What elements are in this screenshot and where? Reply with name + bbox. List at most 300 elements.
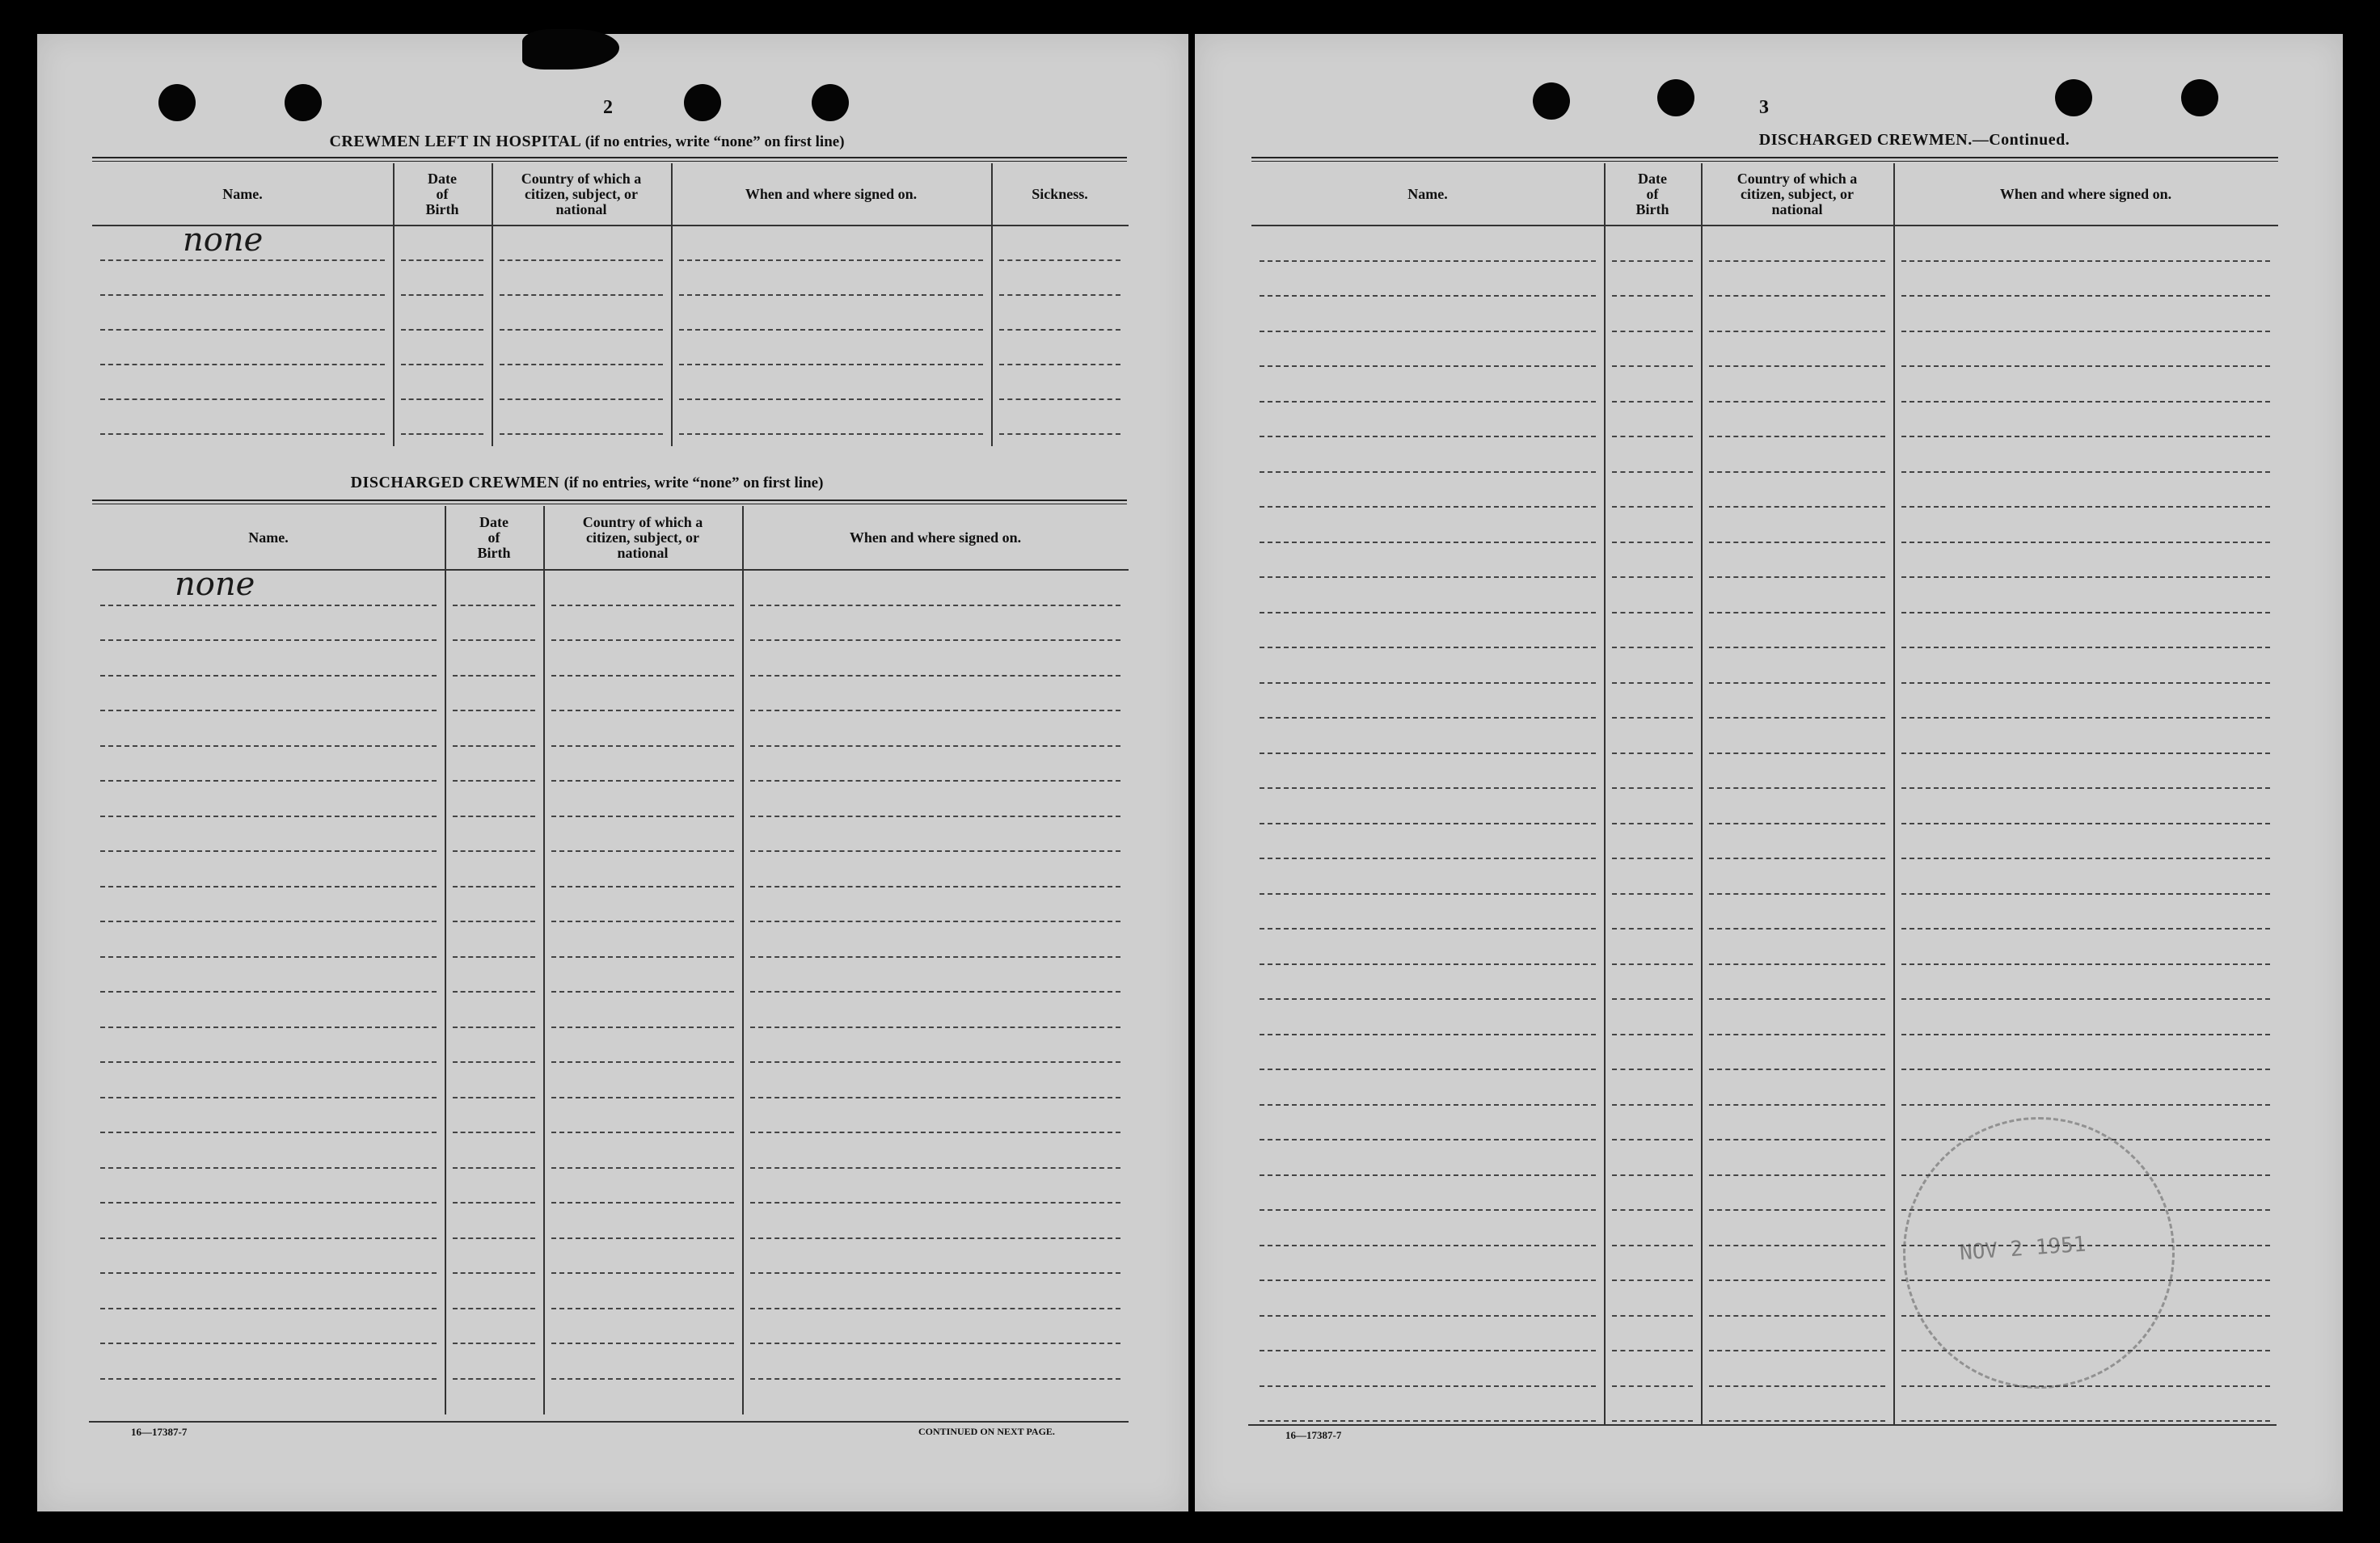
entry-line	[1612, 506, 1693, 508]
entry-line	[1260, 998, 1596, 1000]
entry-line	[551, 991, 734, 993]
entry-line	[453, 710, 535, 711]
rule	[92, 157, 1127, 162]
entry-line	[1260, 893, 1596, 895]
entry-line	[401, 433, 483, 435]
entry-line	[453, 1132, 535, 1133]
entry-line	[1260, 1420, 1596, 1422]
entry-line	[679, 398, 983, 400]
entry-line	[100, 1097, 437, 1098]
entry-line	[750, 1272, 1120, 1274]
torn-corner	[522, 29, 619, 70]
entry-line	[401, 364, 483, 365]
column-header: When and where signed on.	[745, 185, 918, 202]
entry-line	[1612, 436, 1693, 437]
entry-line	[551, 1378, 734, 1380]
entry-line	[999, 364, 1120, 365]
entry-line	[1260, 471, 1596, 473]
entry-line	[551, 1132, 734, 1133]
entry-line	[500, 364, 663, 365]
entry-line	[1260, 682, 1596, 684]
entry-line	[100, 991, 437, 993]
entry-line	[1901, 682, 2270, 684]
entry-line	[1709, 1034, 1885, 1035]
entry-line	[1612, 682, 1693, 684]
entry-line	[1901, 542, 2270, 543]
entry-line	[679, 433, 983, 435]
entry-line	[1260, 1280, 1596, 1281]
entry-line	[1260, 612, 1596, 613]
entry-line	[750, 1237, 1120, 1239]
entry-line	[1709, 576, 1885, 578]
entry-line	[1709, 1350, 1885, 1351]
entry-line	[1709, 295, 1885, 297]
entry-line	[1901, 753, 2270, 754]
entry-line	[1709, 893, 1885, 895]
entry-line	[750, 675, 1120, 677]
entry-line	[1612, 401, 1693, 403]
entry-line	[500, 398, 663, 400]
entry-line	[1709, 1315, 1885, 1317]
column-header: Name.	[222, 185, 263, 202]
entry-line	[100, 259, 385, 261]
entry-line	[1901, 998, 2270, 1000]
entry-line	[1260, 260, 1596, 262]
entry-line	[750, 745, 1120, 747]
entry-line	[750, 850, 1120, 852]
entry-line	[1709, 506, 1885, 508]
column-header: Date of Birth	[1635, 170, 1669, 217]
column-header: When and where signed on.	[1999, 185, 2172, 202]
entry-line	[1612, 295, 1693, 297]
entry-line	[551, 956, 734, 958]
discharged-section-title: DISCHARGED CREWMEN (if no entries, write “none” on first line)	[350, 474, 824, 491]
entry-line	[100, 1272, 437, 1274]
entry-line	[551, 605, 734, 606]
entry-line	[1612, 1174, 1693, 1176]
entry-line	[999, 398, 1120, 400]
entry-line	[1901, 471, 2270, 473]
entry-line	[453, 886, 535, 887]
entry-line	[1709, 787, 1885, 789]
entry-line	[1612, 1069, 1693, 1070]
entry-line	[1709, 717, 1885, 719]
entry-line	[1709, 963, 1885, 965]
rule	[1251, 157, 2278, 162]
entry-line	[1709, 1280, 1885, 1281]
entry-line	[1901, 260, 2270, 262]
entry-line	[1260, 717, 1596, 719]
entry-line	[1709, 331, 1885, 332]
entry-line	[100, 850, 437, 852]
entry-line	[1612, 612, 1693, 613]
entry-line	[551, 710, 734, 711]
entry-line	[1709, 1245, 1885, 1246]
entry-line	[500, 433, 663, 435]
entry-line	[100, 1378, 437, 1380]
entry-line	[1260, 1350, 1596, 1351]
entry-line	[1612, 893, 1693, 895]
entry-line	[1901, 506, 2270, 508]
punch-hole	[2055, 79, 2092, 116]
form-number: 16—17387-7	[1285, 1429, 1342, 1441]
entry-line	[750, 886, 1120, 887]
punch-hole	[2181, 79, 2218, 116]
entry-line	[1260, 823, 1596, 824]
entry-line	[1901, 576, 2270, 578]
page-number: 2	[603, 97, 613, 118]
entry-line	[1260, 753, 1596, 754]
rule	[89, 1421, 1129, 1423]
entry-line	[750, 1027, 1120, 1028]
entry-line	[551, 675, 734, 677]
entry-line	[750, 1132, 1120, 1133]
punch-hole	[285, 84, 322, 121]
entry-line	[750, 991, 1120, 993]
entry-line	[100, 675, 437, 677]
page-number: 3	[1759, 97, 1769, 118]
entry-line	[453, 921, 535, 922]
entry-line	[1260, 1069, 1596, 1070]
entry-line	[1260, 401, 1596, 403]
entry-line	[1709, 823, 1885, 824]
column-header: When and where signed on.	[849, 529, 1022, 546]
entry-line	[453, 1061, 535, 1063]
entry-line	[453, 1343, 535, 1344]
column-divider	[543, 506, 545, 1414]
entry-line	[1901, 963, 2270, 965]
entry-line	[1612, 1420, 1693, 1422]
entry-line	[1709, 1104, 1885, 1106]
entry-line	[500, 294, 663, 296]
entry-line	[100, 1343, 437, 1344]
entry-line	[1612, 787, 1693, 789]
entry-line	[1612, 331, 1693, 332]
entry-line	[500, 329, 663, 331]
entry-line	[551, 816, 734, 817]
entry-line	[1260, 295, 1596, 297]
entry-line	[999, 259, 1120, 261]
entry-line	[100, 956, 437, 958]
entry-line	[100, 780, 437, 782]
entry-line	[1612, 1209, 1693, 1211]
entry-line	[551, 1097, 734, 1098]
entry-line	[1612, 928, 1693, 930]
column-header: Country of which a citizen, subject, or national	[582, 513, 703, 561]
entry-line	[100, 398, 385, 400]
entry-line	[1260, 787, 1596, 789]
entry-line	[100, 745, 437, 747]
punch-hole	[1657, 79, 1694, 116]
column-divider	[1701, 163, 1703, 1424]
entry-line	[100, 329, 385, 331]
entry-line	[1260, 576, 1596, 578]
entry-line	[551, 745, 734, 747]
entry-line	[1612, 576, 1693, 578]
entry-line	[1709, 1209, 1885, 1211]
entry-line	[1612, 260, 1693, 262]
column-divider	[1893, 163, 1895, 1424]
entry-line	[100, 921, 437, 922]
entry-line	[551, 850, 734, 852]
punch-hole	[684, 84, 721, 121]
entry-line	[100, 433, 385, 435]
column-header: Sickness.	[1032, 185, 1088, 202]
entry-line	[1612, 1245, 1693, 1246]
entry-line	[1901, 365, 2270, 367]
entry-line	[453, 1308, 535, 1309]
entry-line	[1901, 823, 2270, 824]
column-divider	[445, 506, 446, 1414]
entry-line	[100, 710, 437, 711]
entry-line	[999, 433, 1120, 435]
entry-line	[401, 398, 483, 400]
entry-line	[1901, 1069, 2270, 1070]
entry-line	[453, 991, 535, 993]
entry-line	[1612, 365, 1693, 367]
entry-line	[453, 1027, 535, 1028]
column-header: Country of which a citizen, subject, or national	[1736, 170, 1858, 217]
punch-hole	[812, 84, 849, 121]
column-header: Date of Birth	[477, 513, 511, 561]
entry-line	[999, 329, 1120, 331]
entry-line	[1260, 1209, 1596, 1211]
entry-line	[1901, 331, 2270, 332]
entry-line	[1709, 471, 1885, 473]
entry-line	[1612, 1034, 1693, 1035]
entry-line	[453, 605, 535, 606]
entry-line	[453, 1167, 535, 1169]
entry-line	[1612, 1104, 1693, 1106]
entry-line	[750, 710, 1120, 711]
entry-line	[679, 364, 983, 365]
rule	[1248, 1424, 2277, 1426]
entry-line	[1260, 331, 1596, 332]
handwritten-entry: none	[175, 566, 255, 603]
punch-hole	[1533, 82, 1570, 120]
continued-note: CONTINUED ON NEXT PAGE.	[918, 1426, 1055, 1437]
entry-line	[1260, 1315, 1596, 1317]
entry-line	[1612, 963, 1693, 965]
entry-line	[100, 294, 385, 296]
section-title: DISCHARGED CREWMEN.—Continued.	[1758, 131, 2070, 149]
entry-line	[750, 1378, 1120, 1380]
handwritten-entry: none	[183, 221, 264, 259]
entry-line	[1612, 998, 1693, 1000]
entry-line	[1260, 1034, 1596, 1035]
entry-line	[1260, 1385, 1596, 1387]
entry-line	[1260, 647, 1596, 648]
entry-line	[1260, 365, 1596, 367]
stamp-date: NOV 2 1951	[1959, 1232, 2087, 1266]
entry-line	[750, 1308, 1120, 1309]
entry-line	[551, 639, 734, 641]
entry-line	[100, 1202, 437, 1204]
header-rule	[1251, 225, 2278, 226]
entry-line	[551, 886, 734, 887]
entry-line	[453, 1097, 535, 1098]
entry-line	[679, 294, 983, 296]
entry-line	[453, 1202, 535, 1204]
entry-line	[1901, 928, 2270, 930]
entry-line	[1709, 1420, 1885, 1422]
punch-hole	[158, 84, 196, 121]
entry-line	[1612, 717, 1693, 719]
entry-line	[1612, 471, 1693, 473]
entry-line	[551, 1202, 734, 1204]
entry-line	[1612, 858, 1693, 859]
entry-line	[100, 639, 437, 641]
entry-line	[1260, 542, 1596, 543]
entry-line	[1901, 858, 2270, 859]
entry-line	[100, 886, 437, 887]
entry-line	[551, 1061, 734, 1063]
entry-line	[453, 1237, 535, 1239]
entry-line	[500, 259, 663, 261]
entry-line	[100, 605, 437, 606]
entry-line	[1612, 1139, 1693, 1140]
entry-line	[1260, 963, 1596, 965]
entry-line	[551, 1027, 734, 1028]
entry-line	[551, 921, 734, 922]
entry-line	[1260, 1139, 1596, 1140]
left-page	[37, 34, 1188, 1511]
entry-line	[1901, 893, 2270, 895]
entry-line	[1260, 1245, 1596, 1246]
entry-line	[100, 1061, 437, 1063]
entry-line	[100, 816, 437, 817]
entry-line	[1901, 612, 2270, 613]
entry-line	[1709, 542, 1885, 543]
entry-line	[1612, 1315, 1693, 1317]
entry-line	[1709, 682, 1885, 684]
entry-line	[1709, 1174, 1885, 1176]
entry-line	[1612, 823, 1693, 824]
entry-line	[1612, 647, 1693, 648]
entry-line	[1901, 1420, 2270, 1422]
entry-line	[453, 1272, 535, 1274]
entry-line	[750, 1167, 1120, 1169]
column-header: Country of which a citizen, subject, or national	[521, 170, 642, 217]
entry-line	[1260, 506, 1596, 508]
entry-line	[453, 956, 535, 958]
entry-line	[750, 1097, 1120, 1098]
entry-line	[1260, 858, 1596, 859]
entry-line	[551, 1167, 734, 1169]
entry-line	[1901, 647, 2270, 648]
entry-line	[100, 1167, 437, 1169]
entry-line	[750, 1202, 1120, 1204]
entry-line	[1260, 436, 1596, 437]
entry-line	[551, 1308, 734, 1309]
entry-line	[1709, 928, 1885, 930]
entry-line	[551, 780, 734, 782]
column-divider	[991, 163, 993, 446]
entry-line	[750, 816, 1120, 817]
entry-line	[1612, 1280, 1693, 1281]
entry-line	[551, 1272, 734, 1274]
entry-line	[1709, 998, 1885, 1000]
entry-line	[1709, 1385, 1885, 1387]
hospital-section-title: CREWMEN LEFT IN HOSPITAL (if no entries, write “none” on first line)	[329, 133, 845, 150]
entry-line	[100, 364, 385, 365]
entry-line	[1901, 787, 2270, 789]
entry-line	[1709, 612, 1885, 613]
entry-line	[1709, 647, 1885, 648]
entry-line	[750, 921, 1120, 922]
entry-line	[1901, 717, 2270, 719]
entry-line	[100, 1237, 437, 1239]
entry-line	[1709, 858, 1885, 859]
entry-line	[401, 259, 483, 261]
entry-line	[551, 1237, 734, 1239]
entry-line	[750, 956, 1120, 958]
entry-line	[401, 294, 483, 296]
entry-line	[100, 1132, 437, 1133]
entry-line	[1901, 295, 2270, 297]
entry-line	[750, 605, 1120, 606]
entry-line	[1260, 1174, 1596, 1176]
entry-line	[1709, 260, 1885, 262]
entry-line	[1901, 1034, 2270, 1035]
entry-line	[453, 1378, 535, 1380]
entry-line	[750, 1343, 1120, 1344]
form-number: 16—17387-7	[131, 1426, 188, 1438]
entry-line	[750, 780, 1120, 782]
entry-line	[401, 329, 483, 331]
entry-line	[750, 1061, 1120, 1063]
entry-line	[453, 850, 535, 852]
entry-line	[1709, 753, 1885, 754]
entry-line	[1612, 1350, 1693, 1351]
entry-line	[1901, 401, 2270, 403]
entry-line	[1901, 1104, 2270, 1106]
entry-line	[1612, 753, 1693, 754]
entry-line	[453, 816, 535, 817]
entry-line	[453, 639, 535, 641]
entry-line	[100, 1027, 437, 1028]
entry-line	[1260, 928, 1596, 930]
entry-line	[1612, 542, 1693, 543]
entry-line	[679, 259, 983, 261]
entry-line	[999, 294, 1120, 296]
entry-line	[1260, 1104, 1596, 1106]
entry-line	[1901, 1385, 2270, 1387]
entry-line	[679, 329, 983, 331]
column-header: Name.	[1407, 185, 1448, 202]
entry-line	[1709, 436, 1885, 437]
entry-line	[1901, 436, 2270, 437]
entry-line	[551, 1343, 734, 1344]
entry-line	[453, 675, 535, 677]
entry-line	[100, 1308, 437, 1309]
entry-line	[1612, 1385, 1693, 1387]
column-divider	[742, 506, 744, 1414]
entry-line	[1709, 1139, 1885, 1140]
entry-line	[1709, 365, 1885, 367]
entry-line	[453, 780, 535, 782]
right-page	[1195, 34, 2343, 1511]
column-header: Date of Birth	[425, 170, 459, 217]
column-divider	[671, 163, 673, 446]
column-divider	[1604, 163, 1606, 1424]
entry-line	[1709, 401, 1885, 403]
rule	[92, 500, 1127, 504]
entry-line	[453, 745, 535, 747]
entry-line	[750, 639, 1120, 641]
entry-line	[1709, 1069, 1885, 1070]
column-header: Name.	[248, 529, 289, 546]
